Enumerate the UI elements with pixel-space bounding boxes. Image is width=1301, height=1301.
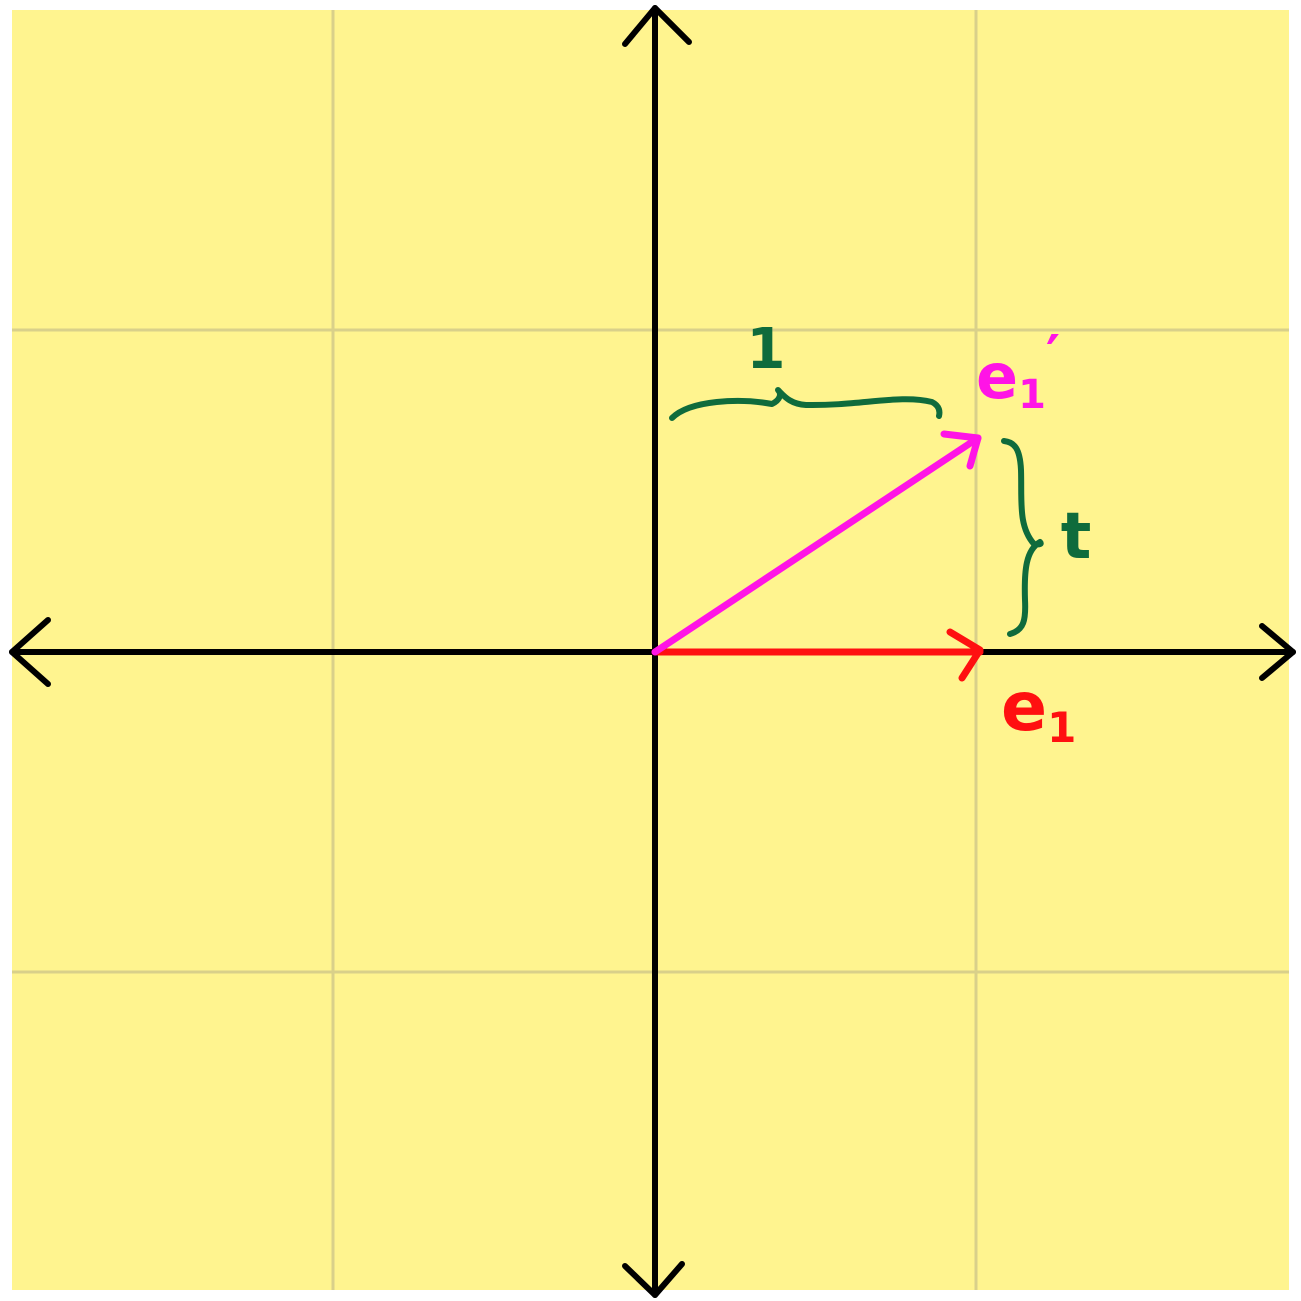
e1-prime-label-prime: ′ (1045, 324, 1061, 387)
horizontal-brace-label: 1 (746, 317, 786, 382)
e1-prime-label-base: e (976, 340, 1019, 413)
e1-label-subscript: 1 (1047, 703, 1077, 752)
vertical-brace-label: t (1060, 500, 1092, 574)
e1-label-base: e (1001, 668, 1048, 747)
e1-prime-label-subscript: 1 (1018, 372, 1046, 418)
